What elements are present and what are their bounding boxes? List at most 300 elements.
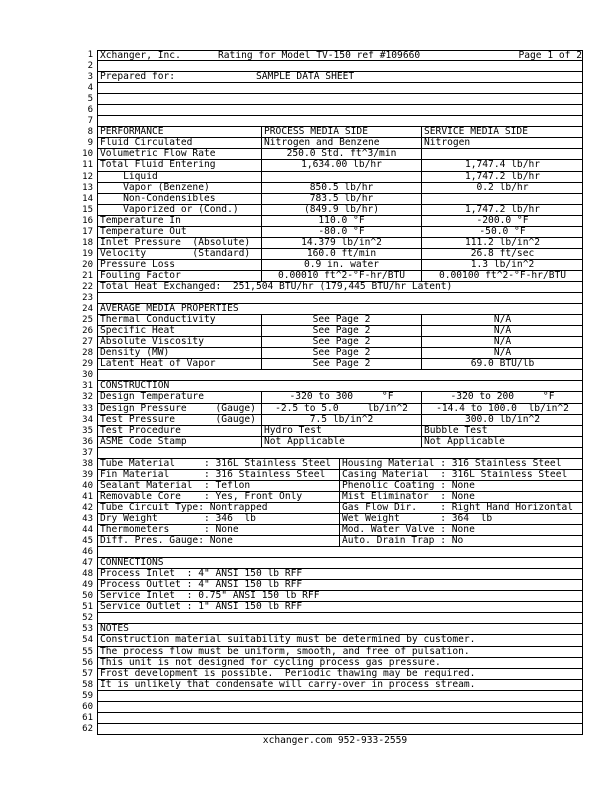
row-39-cell-2: Casing Material : 316L Stainless Steel bbox=[339, 470, 583, 480]
row-body bbox=[97, 426, 583, 437]
row-body bbox=[97, 415, 583, 426]
sheet-row bbox=[0, 624, 612, 635]
sheet-row bbox=[0, 381, 612, 392]
row-number: 23 bbox=[82, 293, 93, 304]
row-20-cell-2: 0.9 in. water bbox=[261, 260, 421, 270]
row-body bbox=[97, 293, 583, 304]
row-1-cell-1: Xchanger, Inc. bbox=[100, 51, 181, 61]
row-number: 42 bbox=[82, 502, 93, 513]
row-number: 58 bbox=[82, 679, 93, 690]
row-10-cell-2: 250.0 Std. ft^3/min bbox=[261, 149, 421, 159]
row-body bbox=[97, 183, 583, 194]
row-number: 49 bbox=[82, 580, 93, 591]
sheet-row bbox=[0, 249, 612, 260]
row-17-cell-1: Temperature Out bbox=[100, 226, 187, 237]
row-11-cell-1: Total Fluid Entering bbox=[100, 160, 216, 171]
row-45-cell-2: Auto. Drain Trap : No bbox=[339, 536, 583, 546]
row-29-cell-2: See Page 2 bbox=[261, 359, 421, 369]
row-number: 18 bbox=[82, 237, 93, 248]
sheet-row bbox=[0, 525, 612, 536]
sheet-row bbox=[0, 315, 612, 326]
row-body bbox=[97, 249, 583, 260]
row-1-cell-3: Page 1 of 2 bbox=[518, 51, 582, 61]
row-number: 12 bbox=[82, 171, 93, 182]
sheet-row bbox=[0, 227, 612, 238]
sheet-row bbox=[0, 293, 612, 304]
row-19-cell-3: 26.8 ft/sec bbox=[421, 249, 583, 259]
row-number: 2 bbox=[87, 61, 93, 72]
row-26-cell-3: N/A bbox=[421, 326, 583, 336]
sheet-row bbox=[0, 669, 612, 680]
row-body bbox=[97, 127, 583, 138]
row-25-cell-2: See Page 2 bbox=[261, 315, 421, 325]
row-number: 36 bbox=[82, 436, 93, 447]
row-number: 53 bbox=[82, 624, 93, 635]
row-58-cell-1: It is unlikely that condensate will carry-over in process stream. bbox=[100, 679, 476, 690]
row-43-cell-1: Dry Weight : 346 lb bbox=[100, 513, 256, 524]
row-body bbox=[97, 691, 583, 702]
sheet-row bbox=[0, 724, 612, 735]
row-12-cell-3: 1,747.2 lb/hr bbox=[421, 172, 583, 182]
row-51-cell-1: Service Outlet : 1" ANSI 150 lb RFF bbox=[100, 602, 303, 613]
sheet-row bbox=[0, 702, 612, 713]
sheet-row bbox=[0, 680, 612, 691]
row-number: 13 bbox=[82, 182, 93, 193]
row-27-cell-1: Absolute Viscosity bbox=[100, 337, 204, 348]
row-number: 39 bbox=[82, 469, 93, 480]
row-12-cell-2 bbox=[261, 172, 421, 182]
row-body bbox=[97, 205, 583, 216]
sheet-row bbox=[0, 691, 612, 702]
sheet-row bbox=[0, 569, 612, 580]
row-number: 3 bbox=[87, 72, 93, 83]
row-number: 60 bbox=[82, 701, 93, 712]
row-number: 41 bbox=[82, 491, 93, 502]
row-8-cell-1: PERFORMANCE bbox=[100, 127, 164, 138]
row-body bbox=[97, 680, 583, 691]
sheet-row bbox=[0, 149, 612, 160]
row-17-cell-2: -80.0 °F bbox=[261, 227, 421, 237]
sheet-row bbox=[0, 448, 612, 459]
row-body bbox=[97, 94, 583, 105]
row-body bbox=[97, 514, 583, 525]
row-29-cell-3: 69.0 BTU/lb bbox=[421, 359, 583, 369]
row-number: 31 bbox=[82, 381, 93, 392]
sheet-row bbox=[0, 426, 612, 437]
row-10-cell-1: Volumetric Flow Rate bbox=[100, 149, 216, 160]
row-body bbox=[97, 72, 583, 83]
row-number: 38 bbox=[82, 458, 93, 469]
row-38-cell-1: Tube Material : 316L Stainless Steel bbox=[100, 458, 332, 469]
row-9-cell-3: Nitrogen bbox=[421, 138, 583, 148]
row-number: 37 bbox=[82, 447, 93, 458]
row-55-cell-1: The process flow must be uniform, smooth, and free of pulsation. bbox=[100, 646, 470, 657]
row-number: 33 bbox=[82, 403, 93, 414]
sheet-row bbox=[0, 613, 612, 624]
row-body bbox=[97, 282, 583, 293]
row-41-cell-2: Mist Eliminator : None bbox=[339, 492, 583, 502]
row-body bbox=[97, 359, 583, 370]
row-body bbox=[97, 669, 583, 680]
row-body bbox=[97, 602, 583, 613]
row-body bbox=[97, 470, 583, 481]
row-body bbox=[97, 613, 583, 624]
row-body bbox=[97, 172, 583, 183]
row-26-cell-1: Specific Heat bbox=[100, 326, 176, 337]
sheet-row bbox=[0, 658, 612, 669]
row-38-cell-2: Housing Material : 316 Stainless Steel bbox=[339, 459, 583, 469]
row-number: 55 bbox=[82, 646, 93, 657]
row-body bbox=[97, 503, 583, 514]
row-35-cell-3: Bubble Test bbox=[421, 426, 583, 436]
row-36-cell-1: ASME Code Stamp bbox=[100, 436, 187, 447]
row-37-cell-1 bbox=[98, 448, 582, 458]
sheet-row bbox=[0, 492, 612, 503]
row-body bbox=[97, 348, 583, 359]
row-number: 32 bbox=[82, 392, 93, 403]
row-number: 50 bbox=[82, 591, 93, 602]
row-body bbox=[97, 647, 583, 658]
row-8-cell-3: SERVICE MEDIA SIDE bbox=[421, 127, 583, 137]
row-body bbox=[97, 624, 583, 635]
row-number: 9 bbox=[87, 138, 93, 149]
row-27-cell-3: N/A bbox=[421, 337, 583, 347]
row-body bbox=[97, 658, 583, 669]
row-4-cell-1 bbox=[98, 83, 582, 93]
sheet-row bbox=[0, 127, 612, 138]
row-number: 17 bbox=[82, 226, 93, 237]
row-15-cell-2: (849.9 lb/hr) bbox=[261, 205, 421, 215]
row-body bbox=[97, 448, 583, 459]
row-body bbox=[97, 216, 583, 227]
row-9-cell-2: Nitrogen and Benzene bbox=[261, 138, 421, 148]
row-9-cell-1: Fluid Circulated bbox=[100, 138, 193, 149]
row-number: 43 bbox=[82, 513, 93, 524]
sheet-row bbox=[0, 547, 612, 558]
sheet-row bbox=[0, 503, 612, 514]
sheet-row bbox=[0, 348, 612, 359]
row-body bbox=[97, 459, 583, 470]
row-35-cell-1: Test Procedure bbox=[100, 425, 181, 436]
sheet-row bbox=[0, 514, 612, 525]
row-29-cell-1: Latent Heat of Vapor bbox=[100, 359, 216, 370]
row-number: 28 bbox=[82, 348, 93, 359]
footer-contact: xchanger.com 952-933-2559 bbox=[262, 735, 408, 746]
sheet-row bbox=[0, 72, 612, 83]
row-number: 59 bbox=[82, 690, 93, 701]
row-body bbox=[97, 481, 583, 492]
row-42-cell-2: Gas Flow Dir. : Right Hand Horizontal bbox=[339, 503, 583, 513]
row-17-cell-3: -50.0 °F bbox=[421, 227, 583, 237]
row-40-cell-2: Phenolic Coating : None bbox=[339, 481, 583, 491]
row-50-cell-1: Service Inlet : 0.75" ANSI 150 lb RFF bbox=[100, 591, 320, 602]
sheet-row bbox=[0, 50, 612, 61]
row-33-cell-1: Design Pressure (Gauge) bbox=[100, 403, 256, 414]
row-21-cell-1: Fouling Factor bbox=[100, 270, 181, 281]
row-36-cell-3: Not Applicable bbox=[421, 437, 583, 447]
row-14-cell-1: Non-Condensibles bbox=[100, 193, 216, 204]
row-number: 20 bbox=[82, 259, 93, 270]
row-number: 14 bbox=[82, 193, 93, 204]
row-13-cell-2: 850.5 lb/hr bbox=[261, 183, 421, 193]
row-body bbox=[97, 558, 583, 569]
row-20-cell-1: Pressure Loss bbox=[100, 259, 176, 270]
row-34-cell-2: 7.5 lb/in^2 bbox=[261, 415, 421, 425]
sheet-row bbox=[0, 470, 612, 481]
row-5-cell-1 bbox=[98, 94, 582, 104]
row-23-cell-1 bbox=[98, 293, 582, 303]
sheet-row bbox=[0, 337, 612, 348]
sheet-row bbox=[0, 437, 612, 448]
row-body bbox=[97, 227, 583, 238]
row-body bbox=[97, 591, 583, 602]
row-1-cell-2: Rating for Model TV-150 ref #109660 bbox=[218, 51, 421, 61]
row-number: 29 bbox=[82, 359, 93, 370]
row-20-cell-3: 1.3 lb/in^2 bbox=[421, 260, 583, 270]
row-52-cell-1 bbox=[98, 613, 582, 623]
row-number: 57 bbox=[82, 668, 93, 679]
row-10-cell-3 bbox=[421, 149, 583, 159]
row-22-cell-1: Total Heat Exchanged: 251,504 BTU/hr (179,445 BTU/hr Latent) bbox=[100, 281, 453, 292]
row-54-cell-1: Construction material suitability must be determined by customer. bbox=[100, 635, 476, 646]
row-number: 11 bbox=[82, 160, 93, 171]
row-number: 19 bbox=[82, 248, 93, 259]
sheet-row bbox=[0, 183, 612, 194]
sheet-row bbox=[0, 404, 612, 415]
row-body bbox=[97, 547, 583, 558]
row-body bbox=[97, 160, 583, 171]
row-number: 62 bbox=[82, 723, 93, 734]
row-19-cell-2: 160.0 ft/min bbox=[261, 249, 421, 259]
sheet-row bbox=[0, 481, 612, 492]
row-60-cell-1 bbox=[98, 702, 582, 712]
row-14-cell-3 bbox=[421, 194, 583, 204]
sheet-row bbox=[0, 160, 612, 171]
row-body bbox=[97, 304, 583, 315]
row-57-cell-1: Frost development is possible. Periodic thawing may be required. bbox=[100, 668, 476, 679]
row-body bbox=[97, 194, 583, 205]
row-41-cell-1: Removable Core : Yes, Front Only bbox=[100, 491, 303, 502]
row-34-cell-1: Test Pressure (Gauge) bbox=[100, 414, 256, 425]
row-13-cell-1: Vapor (Benzene) bbox=[100, 182, 210, 193]
row-31-cell-1: CONSTRUCTION bbox=[100, 381, 170, 392]
row-61-cell-1 bbox=[98, 713, 582, 723]
row-number: 30 bbox=[82, 370, 93, 381]
row-40-cell-1: Sealant Material : Teflon bbox=[100, 480, 251, 491]
row-body bbox=[97, 370, 583, 381]
row-48-cell-1: Process Inlet : 4" ANSI 150 lb RFF bbox=[100, 569, 303, 580]
row-44-cell-2: Mod. Water Valve : None bbox=[339, 525, 583, 535]
sheet-row bbox=[0, 172, 612, 183]
row-32-cell-3: -320 to 200 °F bbox=[421, 392, 583, 402]
row-number: 48 bbox=[82, 569, 93, 580]
row-16-cell-3: -200.0 °F bbox=[421, 216, 583, 226]
row-8-cell-2: PROCESS MEDIA SIDE bbox=[261, 127, 421, 137]
row-body bbox=[97, 635, 583, 646]
sheet-row bbox=[0, 83, 612, 94]
row-15-cell-1: Vaporized or (Cond.) bbox=[100, 204, 239, 215]
row-33-cell-2: -2.5 to 5.0 lb/in^2 bbox=[261, 404, 421, 414]
row-21-cell-3: 0.00100 ft^2-°F-hr/BTU bbox=[421, 271, 583, 281]
row-32-cell-2: -320 to 300 °F bbox=[261, 392, 421, 402]
row-47-cell-1: CONNECTIONS bbox=[100, 558, 164, 569]
row-number: 51 bbox=[82, 602, 93, 613]
row-43-cell-2: Wet Weight : 364 lb bbox=[339, 514, 583, 524]
row-18-cell-2: 14.379 lb/in^2 bbox=[261, 238, 421, 248]
row-21-cell-2: 0.00010 ft^2-°F-hr/BTU bbox=[261, 271, 421, 281]
row-number: 44 bbox=[82, 525, 93, 536]
row-body bbox=[97, 83, 583, 94]
row-body bbox=[97, 569, 583, 580]
sheet-row bbox=[0, 138, 612, 149]
row-body bbox=[97, 702, 583, 713]
row-number: 61 bbox=[82, 712, 93, 723]
row-body bbox=[97, 50, 583, 61]
row-number: 22 bbox=[82, 281, 93, 292]
sheet-row bbox=[0, 271, 612, 282]
row-39-cell-1: Fin Material : 316 Stainless Steel bbox=[100, 469, 326, 480]
row-number: 6 bbox=[87, 105, 93, 116]
row-number: 15 bbox=[82, 204, 93, 215]
sheet-row bbox=[0, 536, 612, 547]
row-body bbox=[97, 61, 583, 72]
row-56-cell-1: This unit is not designed for cycling process gas pressure. bbox=[100, 657, 441, 668]
row-11-cell-2: 1,634.00 lb/hr bbox=[261, 160, 421, 170]
row-number: 26 bbox=[82, 326, 93, 337]
row-body bbox=[97, 315, 583, 326]
row-33-cell-3: -14.4 to 100.0 lb/in^2 bbox=[421, 404, 583, 414]
row-18-cell-3: 111.2 lb/in^2 bbox=[421, 238, 583, 248]
sheet-row bbox=[0, 370, 612, 381]
row-6-cell-1 bbox=[98, 105, 582, 115]
sheet-row bbox=[0, 116, 612, 127]
row-number: 34 bbox=[82, 414, 93, 425]
row-27-cell-2: See Page 2 bbox=[261, 337, 421, 347]
sheet-row bbox=[0, 216, 612, 227]
row-body bbox=[97, 271, 583, 282]
row-59-cell-1 bbox=[98, 691, 582, 701]
row-number: 54 bbox=[82, 635, 93, 646]
row-24-cell-1: AVERAGE MEDIA PROPERTIES bbox=[100, 304, 239, 315]
row-25-cell-1: Thermal Conductivity bbox=[100, 315, 216, 326]
row-13-cell-3: 0.2 lb/hr bbox=[421, 183, 583, 193]
row-number: 40 bbox=[82, 480, 93, 491]
row-number: 8 bbox=[87, 127, 93, 138]
row-34-cell-3: 300.0 lb/in^2 bbox=[421, 415, 583, 425]
rating-data-sheet bbox=[0, 50, 612, 735]
row-body bbox=[97, 260, 583, 271]
row-44-cell-1: Thermometers : None bbox=[100, 525, 239, 536]
row-body bbox=[97, 105, 583, 116]
row-7-cell-1 bbox=[98, 116, 582, 126]
sheet-row bbox=[0, 359, 612, 370]
sheet-row bbox=[0, 580, 612, 591]
row-46-cell-1 bbox=[98, 547, 582, 557]
row-body bbox=[97, 337, 583, 348]
row-28-cell-3: N/A bbox=[421, 348, 583, 358]
row-number: 35 bbox=[82, 425, 93, 436]
row-28-cell-2: See Page 2 bbox=[261, 348, 421, 358]
sheet-row bbox=[0, 205, 612, 216]
row-19-cell-1: Velocity (Standard) bbox=[100, 248, 251, 259]
row-53-cell-1: NOTES bbox=[100, 624, 129, 635]
row-body bbox=[97, 116, 583, 127]
row-number: 56 bbox=[82, 657, 93, 668]
row-body bbox=[97, 536, 583, 547]
row-15-cell-3: 1,747.2 lb/hr bbox=[421, 205, 583, 215]
row-body bbox=[97, 381, 583, 392]
row-body bbox=[97, 238, 583, 249]
sheet-row bbox=[0, 459, 612, 470]
sheet-row bbox=[0, 105, 612, 116]
row-number: 1 bbox=[87, 50, 93, 60]
row-number: 10 bbox=[82, 149, 93, 160]
sheet-row bbox=[0, 558, 612, 569]
row-number: 52 bbox=[82, 613, 93, 624]
row-body bbox=[97, 492, 583, 503]
sheet-row bbox=[0, 61, 612, 72]
row-body bbox=[97, 326, 583, 337]
sheet-row bbox=[0, 647, 612, 658]
row-body bbox=[97, 392, 583, 403]
row-62-cell-1 bbox=[98, 724, 582, 734]
row-30-cell-1 bbox=[98, 370, 582, 380]
sheet-row bbox=[0, 602, 612, 613]
row-number: 27 bbox=[82, 337, 93, 348]
row-3-cell-1: Prepared for: bbox=[100, 72, 176, 83]
sheet-row bbox=[0, 591, 612, 602]
row-2-cell-1 bbox=[98, 61, 582, 71]
row-number: 7 bbox=[87, 116, 93, 127]
sheet-row bbox=[0, 392, 612, 403]
row-18-cell-1: Inlet Pressure (Absolute) bbox=[100, 237, 251, 248]
row-number: 5 bbox=[87, 94, 93, 105]
sheet-row bbox=[0, 415, 612, 426]
sheet-row bbox=[0, 94, 612, 105]
row-25-cell-3: N/A bbox=[421, 315, 583, 325]
row-body bbox=[97, 713, 583, 724]
row-28-cell-1: Density (MW) bbox=[100, 348, 170, 359]
sheet-row bbox=[0, 238, 612, 249]
row-16-cell-1: Temperature In bbox=[100, 215, 181, 226]
row-number: 16 bbox=[82, 215, 93, 226]
row-number: 24 bbox=[82, 304, 93, 315]
row-body bbox=[97, 404, 583, 415]
sheet-row bbox=[0, 194, 612, 205]
sheet-row bbox=[0, 304, 612, 315]
row-12-cell-1: Liquid bbox=[100, 171, 158, 182]
row-body bbox=[97, 138, 583, 149]
row-42-cell-1: Tube Circuit Type: Nontrapped bbox=[100, 502, 268, 513]
row-body bbox=[97, 580, 583, 591]
row-36-cell-2: Not Applicable bbox=[261, 437, 421, 447]
row-49-cell-1: Process Outlet : 4" ANSI 150 lb RFF bbox=[100, 580, 303, 591]
row-11-cell-3: 1,747.4 lb/hr bbox=[421, 160, 583, 170]
row-45-cell-1: Diff. Pres. Gauge: None bbox=[100, 536, 233, 547]
sheet-row bbox=[0, 713, 612, 724]
row-body bbox=[97, 437, 583, 448]
row-26-cell-2: See Page 2 bbox=[261, 326, 421, 336]
row-body bbox=[97, 525, 583, 536]
row-3-cell-2: SAMPLE DATA SHEET bbox=[256, 72, 355, 83]
sheet-row bbox=[0, 282, 612, 293]
row-number: 47 bbox=[82, 558, 93, 569]
row-number: 46 bbox=[82, 547, 93, 558]
row-32-cell-1: Design Temperature bbox=[100, 392, 204, 403]
row-14-cell-2: 783.5 lb/hr bbox=[261, 194, 421, 204]
row-body bbox=[97, 149, 583, 160]
row-number: 21 bbox=[82, 270, 93, 281]
